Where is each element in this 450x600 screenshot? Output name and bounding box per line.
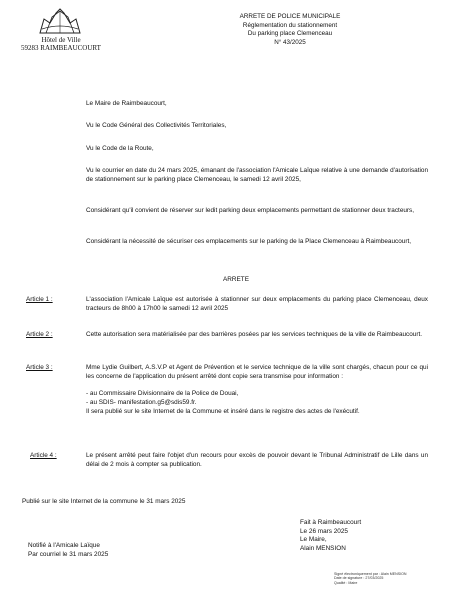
preamble-considering-2: Considérant la nécessité de sécuriser ces emplacements sur le parking de la Place Clemenceau à Raimbeaucourt, [86, 238, 412, 245]
article-4-label: Article 4 : [30, 452, 57, 459]
article-2-text: Cette autorisation sera matérialisée par des barrières posées par les services techniques de la ville de Raimbeaucourt. [86, 331, 423, 338]
article-3-recipient-sdis: - au SDIS- manifestation.g5@sdis59.fr. [86, 399, 197, 406]
notified-to: Notifié à l'Amicale Laïque [28, 542, 100, 549]
decree-location: Du parking place Clemenceau [247, 30, 333, 37]
decree-header [210, 13, 370, 47]
preamble-letter: Vu le courrier en date du 24 mars 2025, émanant de l'association l'Amicale Laïque relative à une demande d'autorisation de stationnement sur le parking place Clemenceau, le samedi 12 avril 2025, [86, 167, 428, 183]
article-4-text: Le présent arrêté peut faire l'objet d'un recours pour excès de pouvoir devant le Tribunal Administratif de Lille dans un délai de 2 mois à compter sa publication. [86, 452, 428, 468]
esign-quality: Qualité : Maire [334, 580, 358, 585]
article-3-label: Article 3 : [26, 364, 53, 371]
preamble-code-route: Vu le Code de la Route, [86, 145, 154, 152]
preamble-mayor: Le Maire de Raimbeaucourt, [86, 100, 167, 107]
article-1-label: Article 1 : [26, 296, 53, 303]
signature-place: Fait à Raimbeaucourt [300, 519, 362, 526]
arrete-title: ARRETE [223, 276, 249, 283]
signature-date: Le 26 mars 2025 [300, 527, 348, 535]
notified-date: Par courriel le 31 mars 2025 [28, 550, 109, 558]
publication-note: Publié sur le site Internet de la commune le 31 mars 2025 [22, 498, 186, 505]
decree-number: N° 43/2025 [274, 38, 306, 46]
article-2-label: Article 2 : [26, 331, 53, 338]
electronic-signature-stamp [334, 572, 407, 585]
city-hall-address [6, 36, 116, 52]
signature-name: Alain MENSION [300, 544, 346, 552]
signature-block [300, 519, 361, 553]
article-1-text: L'association l'Amicale Laïque est autorisée à stationner sur deux emplacements du parking place Clemenceau, deux tracteurs de 8h00 à 17h00 le samedi 12 avril 2025 [86, 296, 428, 312]
article-3-publication: Il sera publié sur le site Internet de la Commune et inséré dans le registre des actes de l'exécutif. [86, 408, 360, 415]
esign-date: Date de signature : 27/03/2025 [334, 576, 384, 581]
signature-title: Le Maire, [300, 536, 327, 544]
town-hall-logo [36, 5, 84, 35]
notification-block [28, 542, 108, 559]
article-3-recipient-police: - au Commissaire Divisionnaire de la Police de Douai, [86, 390, 239, 397]
decree-subject: Réglementation du stationnement [242, 21, 338, 29]
city-postcode-line: 59283 RAIMBEAUCOURT [21, 44, 101, 52]
city-hall-line: Hôtel de Ville [41, 36, 81, 44]
preamble-considering-1: Considérant qu'il convient de réserver sur ledit parking deux emplacements permettant de stationner deux tracteurs, [86, 207, 415, 214]
esign-signer: Signé électroniquement par : Alain MENSION [334, 572, 407, 576]
preamble-cgct: Vu le Code Général des Collectivités Territoriales, [86, 122, 227, 129]
decree-type: ARRETE DE POLICE MUNICIPALE [239, 13, 341, 20]
article-3-text: Mme Lydie Guilbert, A.S.V.P et Agent de Prévention et le service technique de la ville sont chargés, chacun pour ce qui les concerne de l'application du présent arrêté dont copie sera transmise pour information : [86, 364, 428, 380]
